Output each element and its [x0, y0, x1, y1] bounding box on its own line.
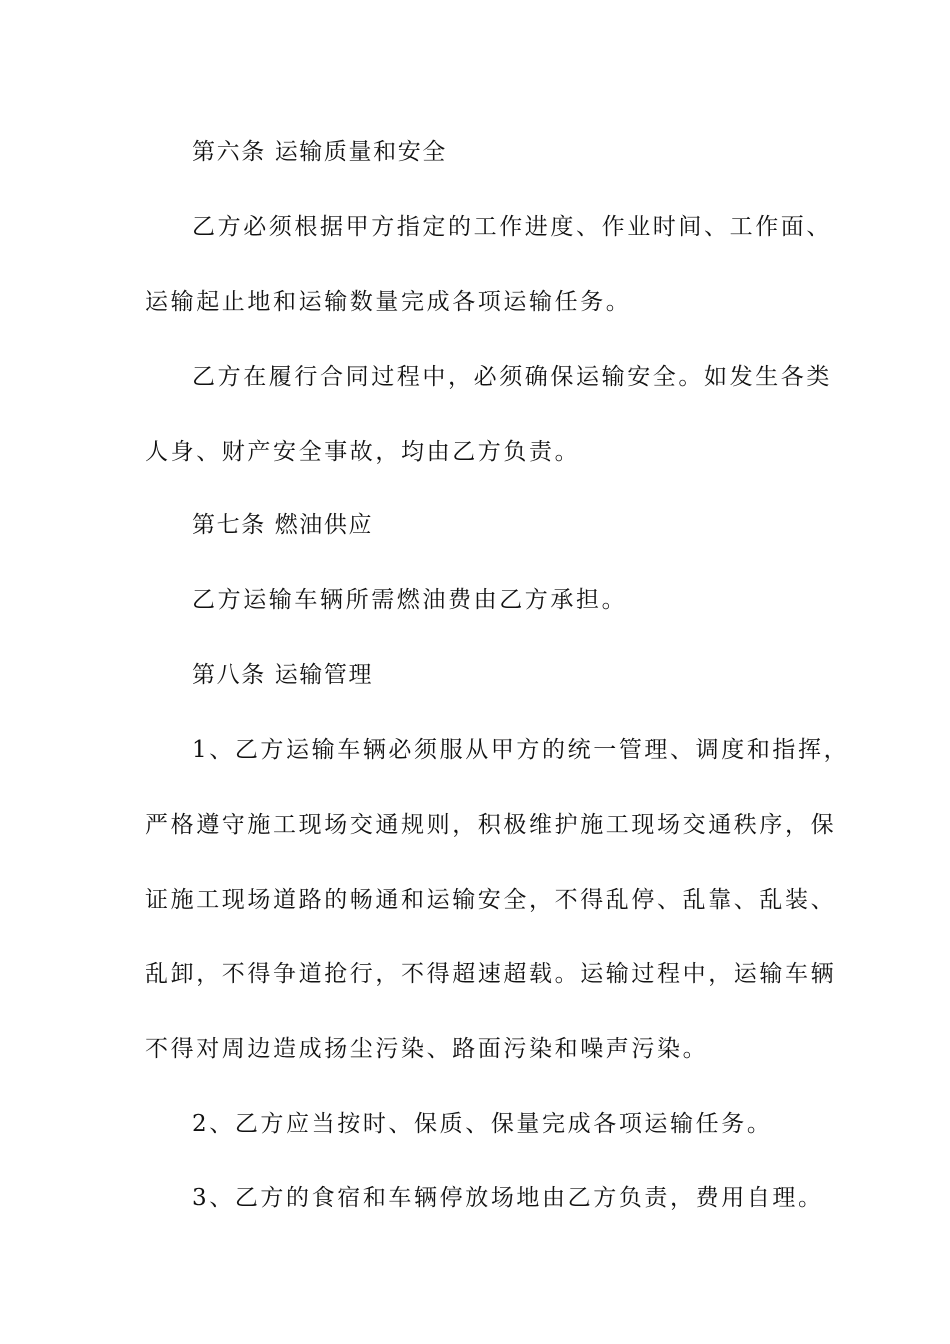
article-8-item-2-line-1: 2、乙方应当按时、保质、保量完成各项运输任务。 [192, 1111, 773, 1137]
article-6-heading: 第六条 运输质量和安全 [192, 139, 447, 165]
article-6-paragraph-2-line-2: 人身、财产安全事故，均由乙方负责。 [145, 439, 581, 465]
article-8-item-1-line-5: 不得对周边造成扬尘污染、路面污染和噪声污染。 [145, 1036, 709, 1062]
article-7-paragraph-1-line-1: 乙方运输车辆所需燃油费由乙方承担。 [192, 587, 628, 613]
article-6-paragraph-2-line-1: 乙方在履行合同过程中，必须确保运输安全。如发生各类 [192, 364, 832, 390]
article-8-item-1-line-3: 证施工现场道路的畅通和运输安全，不得乱停、乱靠、乱装、 [145, 887, 837, 913]
article-8-item-1-line-1: 1、乙方运输车辆必须服从甲方的统一管理、调度和指挥， [192, 737, 850, 763]
article-6-paragraph-1-line-2: 运输起止地和运输数量完成各项运输任务。 [145, 289, 632, 315]
article-8-item-3-line-1: 3、乙方的食宿和车辆停放场地由乙方负责，费用自理。 [192, 1185, 824, 1211]
article-6-paragraph-1-line-1: 乙方必须根据甲方指定的工作进度、作业时间、工作面、 [192, 214, 832, 240]
article-7-heading: 第七条 燃油供应 [192, 512, 374, 538]
article-8-item-1-line-2: 严格遵守施工现场交通规则，积极维护施工现场交通秩序，保 [145, 812, 837, 838]
article-8-item-1-line-4: 乱卸，不得争道抢行，不得超速超载。运输过程中，运输车辆 [145, 961, 837, 987]
article-8-heading: 第八条 运输管理 [192, 662, 374, 688]
